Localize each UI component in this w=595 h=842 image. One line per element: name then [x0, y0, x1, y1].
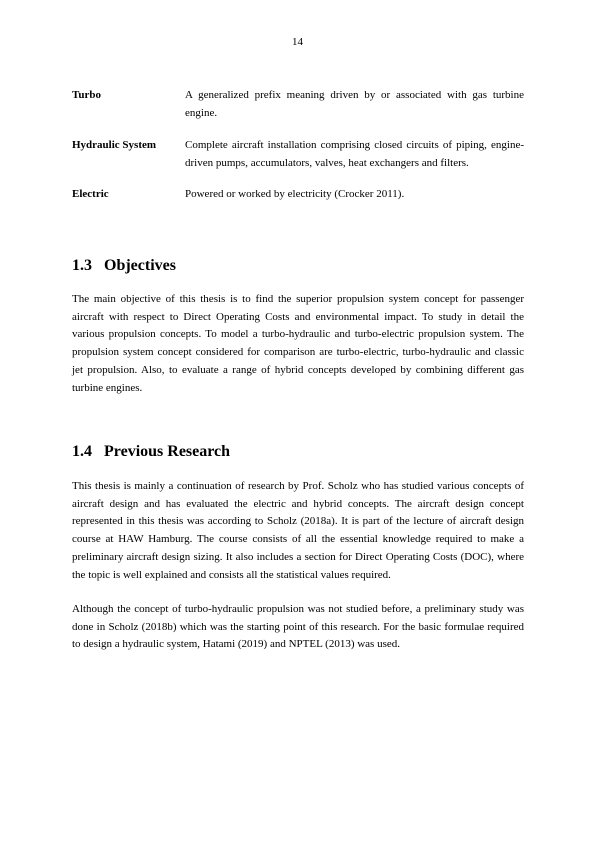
page-number: 14 — [292, 36, 303, 48]
section-title: Previous Research — [104, 443, 231, 460]
definition-term: Turbo — [72, 89, 101, 101]
paragraph-previous-research-2: Although the concept of turbo-hydraulic propulsion was not studied before, a preliminary study was done in Scholz (2018b) which was the starting point of this research. For the basic formulae required to design a hydraulic system, Hatami (2019) and NPTEL (2013) was used. — [72, 603, 524, 651]
definition-hydraulic-system — [72, 136, 524, 172]
definition-turbo — [72, 86, 524, 122]
definition-text: A generalized prefix meaning driven by or associated with gas turbine engine. — [185, 89, 524, 119]
definition-term: Hydraulic System — [72, 139, 157, 151]
paragraph-previous-research-1: This thesis is mainly a continuation of research by Prof. Scholz who has studied various concepts of aircraft design and has evaluated the electric and hybrid concepts. The aircraft design concept represented in this thesis was according to Scholz (2018a). It is part of the lecture of aircraft design course at HAW Hamburg. The course consists of all the essential knowledge required to make a preliminary aircraft design sizing. It also includes a section for Direct Operating Costs (DOC), where the topic is well explained and consists all the statistical values required. — [72, 480, 524, 581]
definition-electric — [72, 185, 524, 203]
paragraph-objectives: The main objective of this thesis is to find the superior propulsion system concept for passenger aircraft with respect to Direct Operating Costs and environmental impact. To study in detail the various propulsion concepts. To model a turbo-hydraulic and turbo-electric propulsion system. The propulsion system concept considered for comparison are turbo-electric, turbo-hydraulic and classic jet propulsion. Also, to evaluate a range of hybrid concepts developed by combining different gas turbine engines. — [72, 293, 524, 394]
definition-text: Complete aircraft installation comprising closed circuits of piping, engine-driven pumps, accumulators, valves, heat exchangers and filters. — [185, 139, 524, 169]
section-number: 1.4 — [72, 443, 92, 460]
section-number: 1.3 — [72, 257, 92, 274]
section-heading-objectives — [72, 256, 176, 276]
definition-term: Electric — [72, 188, 109, 200]
definition-text: Powered or worked by electricity (Crocker 2011). — [185, 188, 405, 200]
section-heading-previous-research — [72, 442, 230, 462]
section-title: Objectives — [104, 257, 176, 274]
